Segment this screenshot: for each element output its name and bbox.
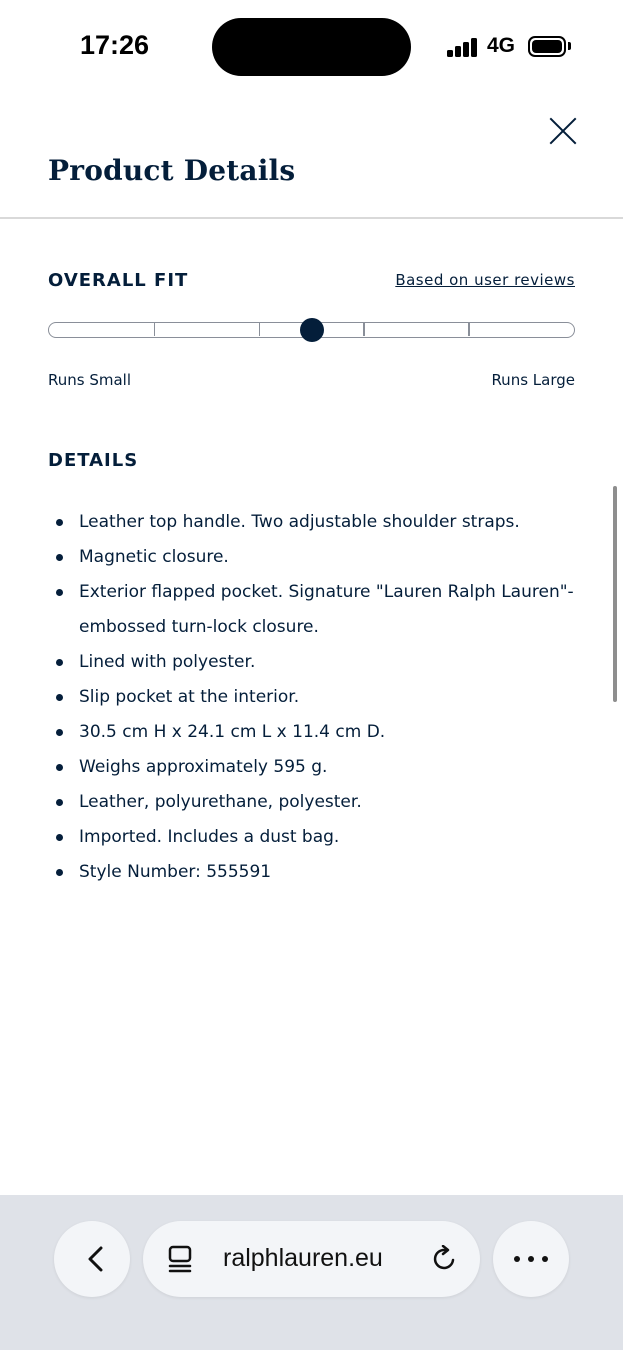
details-list-item: 30.5 cm H x 24.1 cm L x 11.4 cm D. xyxy=(48,715,578,750)
details-list-item: Leather, polyurethane, polyester. xyxy=(48,785,578,820)
fit-min-label: Runs Small xyxy=(48,371,132,389)
details-list-item: Weighs approximately 595 g. xyxy=(48,750,578,785)
fit-heading: OVERALL FIT xyxy=(48,270,189,291)
details-heading: DETAILS xyxy=(48,450,139,471)
back-icon xyxy=(82,1245,110,1273)
back-button[interactable] xyxy=(54,1221,130,1297)
details-list-item: Imported. Includes a dust bag. xyxy=(48,820,578,855)
details-list-item: Exterior flapped pocket. Signature "Lauren Ralph Lauren"-embossed turn-lock closure. xyxy=(48,575,578,645)
header-divider xyxy=(0,217,623,219)
browser-toolbar xyxy=(0,1195,623,1350)
status-bar xyxy=(0,0,623,95)
battery-icon xyxy=(528,36,566,57)
details-list-item: Magnetic closure. xyxy=(48,540,578,575)
reload-icon[interactable] xyxy=(431,1245,459,1273)
page-title: Product Details xyxy=(48,154,296,187)
fit-scale-tick xyxy=(154,323,156,336)
status-time: 17:26 xyxy=(80,30,150,60)
reader-icon[interactable] xyxy=(168,1245,194,1273)
details-list xyxy=(48,505,578,890)
reviews-link[interactable]: Based on user reviews xyxy=(395,271,575,289)
details-list-item: Slip pocket at the interior. xyxy=(48,680,578,715)
details-list-item: Leather top handle. Two adjustable shoulder straps. xyxy=(48,505,578,540)
fit-scale-tick xyxy=(259,323,261,336)
close-icon[interactable] xyxy=(546,114,580,148)
signal-icon xyxy=(447,37,479,57)
scroll-indicator[interactable] xyxy=(613,486,617,702)
details-list-item: Lined with polyester. xyxy=(48,645,578,680)
fit-indicator xyxy=(300,318,324,342)
details-list-item: Style Number: 555591 xyxy=(48,855,578,890)
fit-scale-tick xyxy=(363,323,365,336)
fit-max-label: Runs Large xyxy=(491,371,575,389)
address-bar[interactable] xyxy=(143,1221,480,1297)
url-text: ralphlauren.eu xyxy=(223,1244,383,1272)
fit-scale-tick xyxy=(468,323,470,336)
more-icon xyxy=(514,1256,548,1262)
network-type: 4G xyxy=(487,34,516,57)
battery-cap xyxy=(568,42,571,50)
more-button[interactable] xyxy=(493,1221,569,1297)
dynamic-island xyxy=(212,18,411,76)
